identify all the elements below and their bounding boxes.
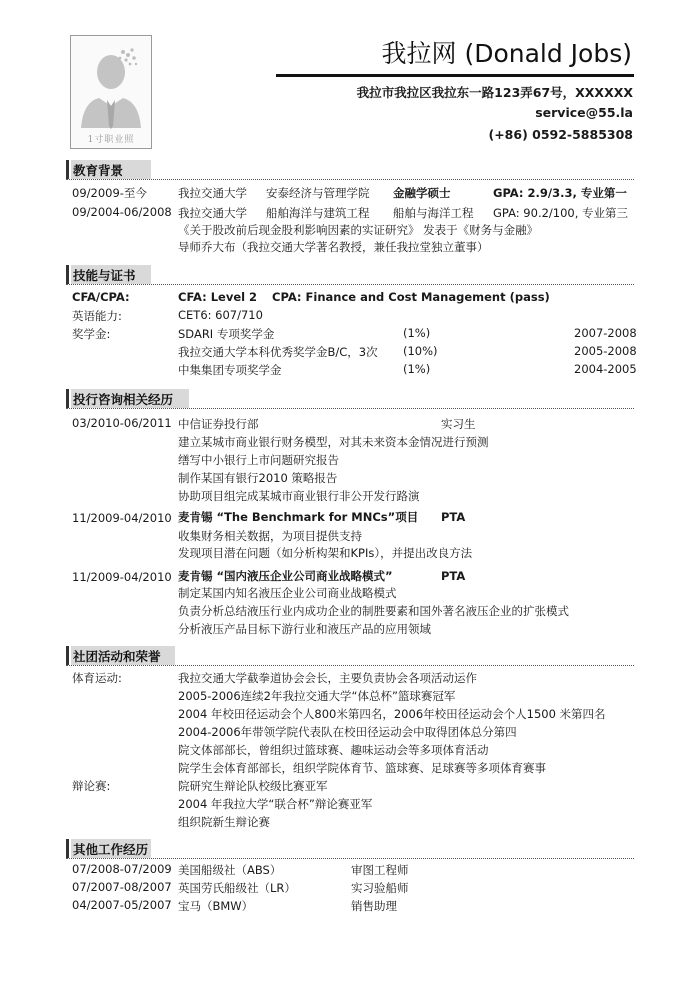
- candidate-name: 我拉网 (Donald Jobs): [381, 39, 632, 68]
- edu-gpa: GPA: 90.2/100, 专业第三: [493, 206, 629, 220]
- exp-line: 制定某国内知名液压企业公司商业战略模式: [178, 586, 397, 600]
- edu-degree: 船舶与海洋工程: [393, 206, 474, 220]
- edu-date: 09/2009-至今: [72, 186, 147, 200]
- activity-line: 组织院新生辩论赛: [178, 815, 270, 829]
- work-role: 审图工程师: [351, 863, 409, 877]
- activity-line: 2004 年校田径运动会个人800米第四名，2006年校田径运动会个人1500 米第四名: [178, 707, 606, 721]
- section-education-header: [66, 160, 634, 181]
- exp-role: 实习生: [441, 417, 476, 431]
- english-value: CET6: 607/710: [178, 308, 263, 322]
- work-org: 美国船级社（ABS）: [178, 863, 282, 877]
- exp-line: 建立某城市商业银行财务模型，对其未来资本金情况进行预测: [178, 435, 489, 449]
- exp-org: 麦肯锡 “国内液压企业公司商业战略模式”: [178, 569, 393, 583]
- exp-line: 协助项目组完成某城市商业银行非公开发行路演: [178, 489, 420, 503]
- activity-line: 2004-2006年带领学院代表队在校田径运动会中取得团体总分第四: [178, 725, 517, 739]
- scholarship-percent: (1%): [403, 362, 431, 376]
- exp-role: PTA: [441, 569, 466, 583]
- scholarship-name: 中集集团专项奖学金: [178, 363, 282, 377]
- work-date: 07/2008-07/2009: [72, 862, 172, 876]
- edu-gpa: GPA: 2.9/3.3, 专业第一: [493, 186, 627, 200]
- section-title: 投行咨询相关经历: [73, 392, 174, 407]
- activity-line: 院文体部部长，曾组织过篮球赛、趣味运动会等多项体育活动: [178, 743, 489, 757]
- section-other-header: [66, 839, 634, 860]
- work-role: 实习验船师: [351, 881, 409, 895]
- scholarship-name: SDARI 专项奖学金: [178, 327, 275, 341]
- email[interactable]: service@55.la: [535, 105, 633, 120]
- scholarship-year: 2005-2008: [574, 344, 637, 358]
- exp-date: 11/2009-04/2010: [72, 570, 172, 584]
- scholarship-year: 2007-2008: [574, 326, 637, 340]
- edu-school: 我拉交通大学: [178, 206, 247, 220]
- work-org: 宝马（BMW）: [178, 899, 254, 913]
- photo-caption: 1寸职业照: [87, 135, 135, 145]
- scholarship-percent: (1%): [403, 326, 431, 340]
- scholarship-name: 我拉交通大学本科优秀奖学金B/C，3次: [178, 345, 378, 359]
- section-activities-header: [66, 646, 634, 667]
- edu-college: 安泰经济与管理学院: [266, 186, 370, 200]
- section-title: 其他工作经历: [73, 842, 149, 857]
- exp-date: 03/2010-06/2011: [72, 416, 172, 430]
- work-date: 07/2007-08/2007: [72, 880, 172, 894]
- sports-label: 体育运动:: [72, 671, 122, 685]
- work-org: 英国劳氏船级社（LR）: [178, 881, 296, 895]
- edu-school: 我拉交通大学: [178, 186, 247, 200]
- edu-college: 船舶海洋与建筑工程: [266, 206, 370, 220]
- work-role: 销售助理: [351, 899, 397, 913]
- exp-org: 麦肯锡 “The Benchmark for MNCs”项目: [178, 510, 419, 524]
- edu-advisor: 导师乔大布（我拉交通大学著名教授，兼任我拉堂独立董事）: [178, 240, 489, 254]
- exp-line: 分析液压产品目标下游行业和液压产品的应用领域: [178, 622, 431, 636]
- work-date: 04/2007-05/2007: [72, 898, 172, 912]
- activity-line: 院学生会体育部部长，组织学院体育节、篮球赛、足球赛等多项体育赛事: [178, 761, 546, 775]
- activity-line: 院研究生辩论队校级比赛亚军: [178, 779, 328, 793]
- exp-line: 收集财务相关数据，为项目提供支持: [178, 529, 362, 543]
- name-underline: [276, 74, 634, 77]
- exp-line: 制作某国有银行2010 策略报告: [178, 471, 338, 485]
- cfa-level: CFA: Level 2: [178, 290, 258, 304]
- activity-line: 2005-2006连续2年我拉交通大学“体总杯”篮球赛冠军: [178, 689, 456, 703]
- edu-thesis: 《关于股改前后现金股利影响因素的实证研究》 发表于《财务与金融》: [178, 223, 539, 237]
- exp-line: 缮写中小银行上市问题研究报告: [178, 453, 339, 467]
- section-experience-header: [66, 389, 634, 410]
- scholarship-label: 奖学金:: [72, 327, 111, 341]
- exp-date: 11/2009-04/2010: [72, 511, 172, 525]
- address: 我拉市我拉区我拉东一路123弄67号，XXXXXX: [356, 85, 633, 100]
- exp-line: 负责分析总结液压行业内成功企业的制胜要素和国外著名液压企业的扩张模式: [178, 604, 569, 618]
- cpa-status: CPA: Finance and Cost Management (pass): [272, 290, 550, 304]
- english-label: 英语能力:: [72, 309, 122, 323]
- edu-date: 09/2004-06/2008: [72, 205, 172, 219]
- section-skills-header: [66, 265, 634, 286]
- scholarship-year: 2004-2005: [574, 362, 637, 376]
- exp-line: 发现项目潜在问题（如分析构架和KPIs），并提出改良方法: [178, 546, 473, 560]
- section-title: 社团活动和荣誉: [73, 649, 161, 664]
- profile-photo: [70, 35, 152, 149]
- activity-line: 2004 年我拉大学“联合杯”辩论赛亚军: [178, 797, 373, 811]
- cfa-label: CFA/CPA:: [72, 290, 130, 304]
- section-title: 教育背景: [73, 163, 124, 178]
- scholarship-percent: (10%): [403, 344, 438, 358]
- edu-degree: 金融学硕士: [393, 186, 451, 200]
- exp-org: 中信证券投行部: [178, 417, 259, 431]
- phone: (+86) 0592-5885308: [488, 127, 633, 142]
- section-title: 技能与证书: [73, 268, 136, 283]
- activity-line: 我拉交通大学截拳道协会会长，主要负责协会各项活动运作: [178, 671, 477, 685]
- exp-role: PTA: [441, 510, 466, 524]
- debate-label: 辩论赛:: [72, 779, 111, 793]
